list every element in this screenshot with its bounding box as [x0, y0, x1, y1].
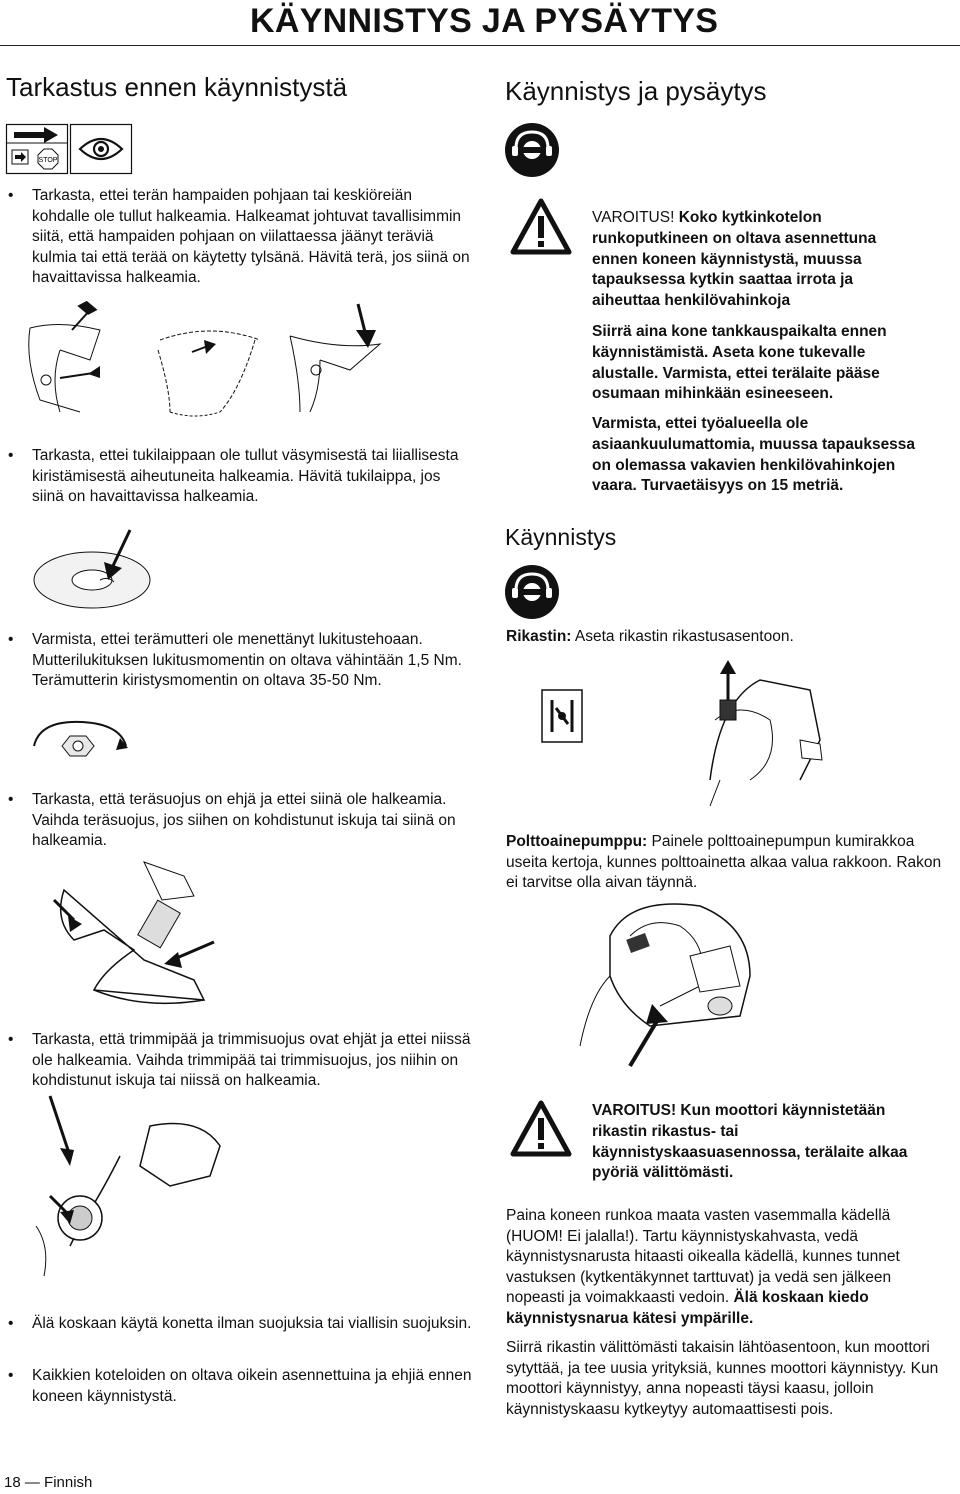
title-divider	[0, 45, 960, 46]
bullet-no-guards: • Älä koskaan käytä konetta ilman suojuksia tai viallisin suojuksin.	[32, 1314, 472, 1335]
choke-text: Aseta rikastin rikastusasentoon.	[574, 628, 794, 645]
bullet-flange-check: • Tarkasta, ettei tukilaippaan ole tullut väsymisestä tai liiallisesta kiristämisestä aiheutuneita halkeamia. Hävitä tukilaippa, jos siinä on havaittavissa halkeamia.	[32, 446, 472, 508]
blade-crack-illustration	[20, 300, 400, 428]
warning-triangle-icon	[510, 198, 572, 256]
right-heading: Käynnistys ja pysäytys	[505, 76, 767, 106]
warning1-text: Koko kytkinkotelon runkoputkineen on oltava asennettuna ennen koneen käynnistystä, muussa tapauksessa kytkin saattaa irrota ja aiheuttaa henkilövahinkoja	[592, 209, 877, 310]
inspection-pictogram	[6, 124, 132, 174]
start-paragraph-1	[506, 1206, 946, 1329]
protective-equipment-icon-2	[504, 564, 560, 620]
footer-dash: —	[24, 1474, 40, 1491]
choke-instruction	[506, 627, 946, 648]
left-heading: Tarkastus ennen käynnistystä	[6, 72, 348, 102]
page-number: 18	[4, 1474, 21, 1491]
pump-text: Painele polttoainepumpun kumirakkoa useita kertoja, kunnes polttoainetta alkaa valua rakkoon. Rakon ei tarvitse olla aivan täynnä.	[506, 833, 942, 891]
bullet-trimmer-check: • Tarkasta, että trimmipää ja trimmisuojus ovat ehjät ja ettei niissä ole halkeamia. Vaihda trimmipää tai trimmisuojus, jos niihin on kohdistunut iskuja tai niissä on halkeamia.	[32, 1030, 472, 1092]
choke-illustration	[540, 660, 840, 810]
start-p1-text: Paina koneen runkoa maata vasten vasemmalla kädellä (HUOM! Ei jalalla!). Tartu käynnistyskahvasta, vedä käynnistysnarusta hitaasti oikealla kädellä, kunnes tunnet vastuksen (kytkentäkynnet tarttuvat) ja vedä sen jälkeen nopeasti ja voimakkaasti vedoin.	[506, 1207, 900, 1306]
page-footer	[4, 1474, 92, 1491]
warning1-p2: Siirrä aina kone tankkauspaikalta ennen käynnistämistä. Aseta kone tukevalle alustalle. Varmista, ettei terälaite pääse osumaan mihinkään esineeseen.	[592, 323, 887, 403]
footer-language: Finnish	[44, 1474, 93, 1491]
trimmer-head-illustration	[30, 1096, 230, 1296]
bullet-blade-check: • Tarkasta, ettei terän hampaiden pohjaan tai keskiöreiän kohdalle ole tullut halkeamia. Halkeamat johtuvat tavallisimmin siitä, että hampaiden pohjaan on viilattaessa jäänyt teräviä kulmia tai että terää on käytetty tylsänä. Hävitä terä, jos siinä on havaittavissa halkeamia.	[32, 186, 472, 289]
pump-instruction	[506, 832, 946, 894]
stop-label: STOP	[38, 157, 58, 164]
bullet-nut-check: • Varmista, ettei terämutteri ole menettänyt lukitustehoaan. Mutterilukituksen lukitusmomentin on oltava vähintään 1,5 Nm. Terämutterin kiristysmomentin on oltava 35-50 Nm.	[32, 630, 472, 692]
start-p1-bold: Älä koskaan kiedo käynnistysnarua kätesi ympärille.	[506, 1289, 869, 1327]
warning1-lead: VAROITUS!	[592, 209, 675, 226]
bullet-housings: • Kaikkien koteloiden on oltava oikein asennettuina ja ehjiä ennen koneen käynnistystä.	[32, 1366, 472, 1407]
warning-triangle-icon-2	[510, 1100, 572, 1158]
blade-nut-illustration	[30, 716, 130, 776]
choke-label: Rikastin:	[506, 628, 572, 645]
crack-arrow-icon	[77, 298, 97, 317]
stop-icon	[38, 149, 58, 169]
warning1-p3: Varmista, ettei työalueella ole asiaankuulumattomia, muussa tapauksessa on olemassa vakavien henkilövahinkojen vaara. Turvaetäisyys on 15 metriä.	[592, 415, 916, 495]
page-title: KÄYNNISTYS JA PYSÄYTYS	[250, 2, 719, 40]
fuel-pump-illustration	[570, 896, 770, 1076]
start-paragraph-2: Siirrä rikastin välittömästi takaisin lähtöasentoon, kun moottori sytyttää, ja tee uusia yrityksiä, kunnes moottori käynnistyy. Kun moottori käynnistyy, anna nopeasti täysi kaasu, jolloin käynnistyskaasu kytkeytyy automaattisesti pois.	[506, 1339, 939, 1418]
pump-label: Polttoainepumppu:	[506, 833, 648, 850]
blade-guard-illustration	[44, 860, 244, 1010]
warning2-text: VAROITUS! Kun moottori käynnistetään rikastin rikastus- tai käynnistyskaasuasennossa, terälaite alkaa pyöriä välittömästi.	[592, 1102, 908, 1182]
start-subheading: Käynnistys	[505, 524, 617, 550]
protective-equipment-icon	[504, 122, 560, 178]
bullet-guard-check: • Tarkasta, että teräsuojus on ehjä ja ettei siinä ole halkeamia. Vaihda teräsuojus, jos siihen on kohdistunut iskuja tai siinä on halkeamia.	[32, 790, 472, 852]
support-flange-illustration	[30, 528, 170, 612]
warning1-block	[592, 208, 912, 312]
arrow-box-icon	[12, 150, 28, 164]
